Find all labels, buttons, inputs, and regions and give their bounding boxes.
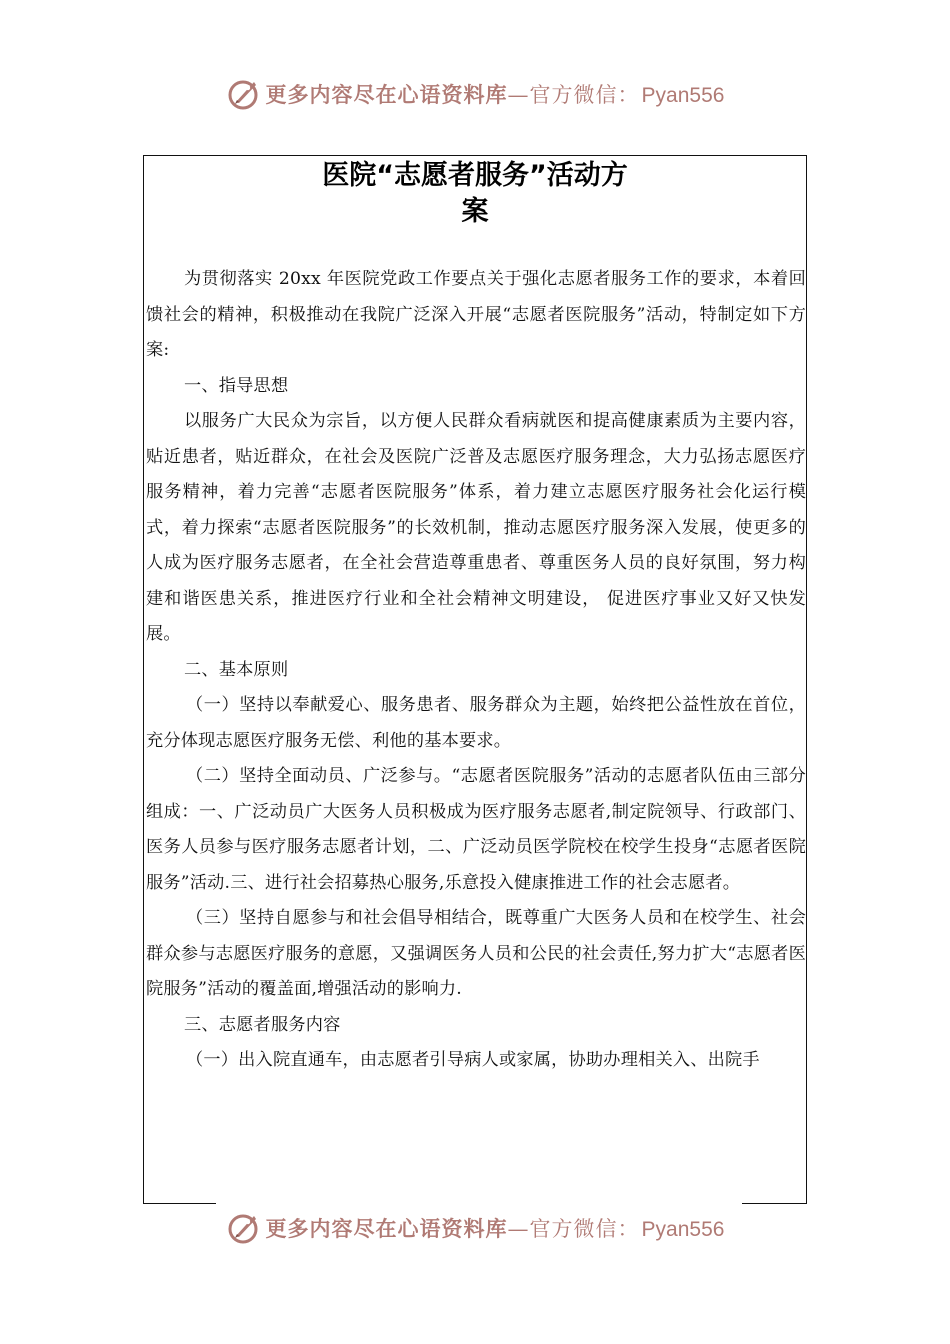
section-heading-service-content: 三、志愿者服务内容	[184, 1014, 341, 1035]
watermark-suffix: 官方微信：	[529, 83, 640, 107]
watermark-wechat-id: Pyan556	[641, 1218, 725, 1241]
frame-bottom-right-rule	[742, 1203, 806, 1204]
watermark-header	[0, 74, 950, 114]
watermark-brand: 更多内容尽在心语资料库	[265, 82, 508, 107]
watermark-footer	[0, 1208, 950, 1248]
service-item-1-paragraph: （一）出入院直通车，由志愿者引导病人或家属，协助办理相关入、出院手	[186, 1050, 760, 1070]
section-heading-guiding-ideology: 一、指导思想	[184, 375, 289, 396]
watermark-brand: 更多内容尽在心语资料库	[265, 1216, 508, 1241]
principle-2-paragraph: （二）坚持全面动员、广泛参与。“志愿者医院服务”活动的志愿者队伍由三部分组成：一、广泛动员广大医务人员积极成为医疗服务志愿者,制定院领导、行政部门、医务人员参与医疗服务志愿者计划，二、广泛动员医学院校在校学生投身“志愿者医院服务”活动.三、进行社会招募热心服务,乐意投入健康推进工作的社会志愿者。	[146, 766, 806, 893]
watermark-wechat-id: Pyan556	[641, 84, 725, 107]
intro-paragraph: 为贯彻落实 20xx 年医院党政工作要点关于强化志愿者服务工作的要求，本着回馈社会的精神，积极推动在我院广泛深入开展“志愿者医院服务”活动，特制定如下方案:	[146, 269, 806, 360]
watermark-text	[266, 79, 725, 109]
watermark-suffix: 官方微信：	[529, 1217, 640, 1241]
watermark-separator: —	[507, 1217, 530, 1241]
quill-logo-icon	[226, 1210, 262, 1246]
quill-logo-icon	[226, 76, 262, 112]
principle-1-paragraph: （一）坚持以奉献爱心、服务患者、服务群众为主题，始终把公益性放在首位，充分体现志愿医疗服务无偿、利他的基本要求。	[146, 695, 806, 751]
guiding-ideology-paragraph: 以服务广大民众为宗旨，以方便人民群众看病就医和提高健康素质为主要内容，贴近患者，贴近群众，在社会及医院广泛普及志愿医疗服务理念，大力弘扬志愿医疗服务精神，着力完善“志愿者医院服务”体系，着力建立志愿医疗服务社会化运行模式，着力探索“志愿者医院服务”的长效机制，推动志愿医疗服务深入发展，使更多的人成为医疗服务志愿者，在全社会营造尊重患者、尊重医务人员的良好氛围，努力构建和谐医患关系，推进医疗行业和全社会精神文明建设， 促进医疗事业又好又快发展。	[146, 411, 806, 644]
document-body	[146, 262, 806, 1079]
frame-bottom-left-rule	[143, 1203, 216, 1204]
section-heading-basic-principles: 二、基本原则	[184, 659, 289, 680]
principle-3-paragraph: （三）坚持自愿参与和社会倡导相结合，既尊重广大医务人员和在校学生、社会群众参与志愿医疗服务的意愿，又强调医务人员和公民的社会责任,努力扩大“志愿者医院服务”活动的覆盖面,增强活动的影响力.	[146, 908, 806, 999]
watermark-separator: —	[507, 83, 530, 107]
watermark-text	[266, 1213, 725, 1243]
title-line-2: 案	[461, 196, 489, 227]
title-line-1: 医院“志愿者服务”活动方	[322, 160, 628, 191]
document-title	[143, 158, 807, 230]
